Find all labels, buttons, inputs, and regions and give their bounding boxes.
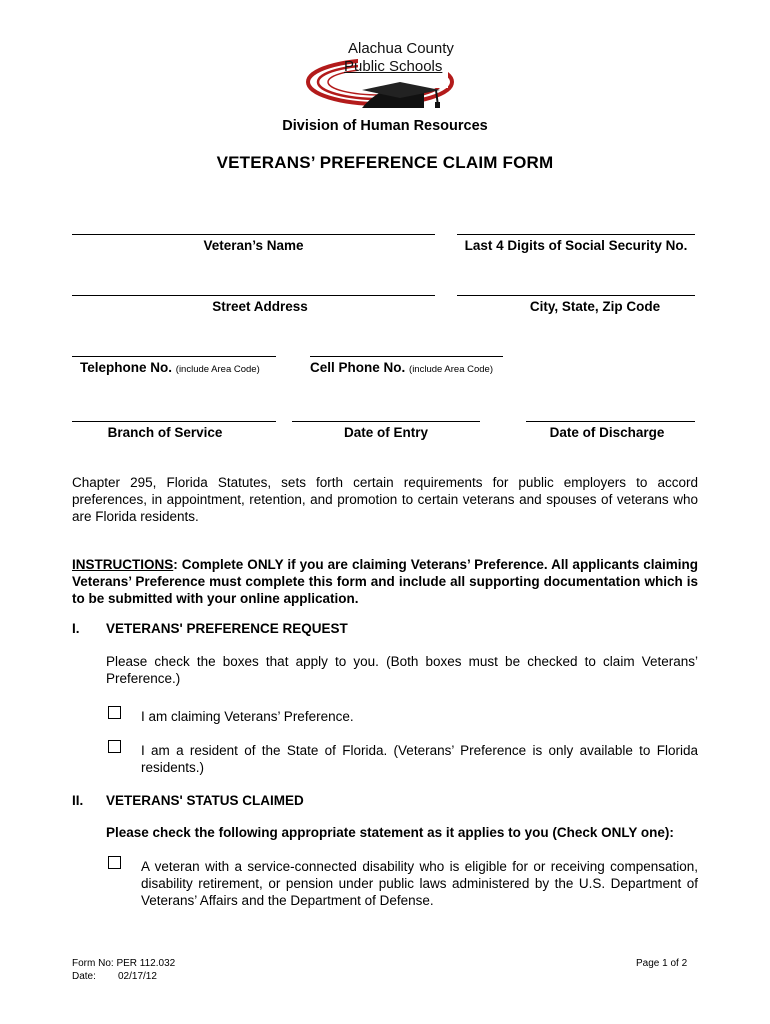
logo-line-2: Public Schools xyxy=(344,58,443,75)
telephone-note: (include Area Code) xyxy=(175,364,260,375)
veterans-name-field[interactable] xyxy=(72,234,435,235)
division-title: Division of Human Resources xyxy=(282,118,488,134)
telephone-label xyxy=(80,360,260,375)
section-2-number: II. xyxy=(72,793,84,808)
street-address-field[interactable] xyxy=(72,295,435,296)
footer-form-no xyxy=(72,957,175,970)
date-entry-field[interactable] xyxy=(292,421,480,422)
city-state-zip-field[interactable] xyxy=(457,295,695,296)
claiming-preference-label: I am claiming Veterans’ Preference. xyxy=(141,709,354,724)
ssn-last4-label: Last 4 Digits of Social Security No. xyxy=(464,238,688,253)
footer-form-info xyxy=(72,957,175,983)
service-connected-disability-label: A veteran with a service-connected disability who is eligible for or receiving compensation, disability retirement, or pension under public laws administered by the U.S. Department of Veterans’ Affairs and the Department of Defense. xyxy=(141,859,698,908)
date-discharge-label: Date of Discharge xyxy=(549,425,665,440)
page-number: Page 1 of 2 xyxy=(636,958,688,969)
instructions-block xyxy=(72,556,698,607)
ssn-last4-field[interactable] xyxy=(457,234,695,235)
section-1-prompt: Please check the boxes that apply to you. (Both boxes must be checked to claim Veterans’ Preference.) xyxy=(106,654,698,686)
logo-line-1: Alachua County xyxy=(348,40,454,57)
section-2-prompt: Please check the following appropriate statement as it applies to you (Check ONLY one): xyxy=(106,825,674,840)
cell-phone-note: (include Area Code) xyxy=(409,364,493,375)
footer-form-no-label: Form No: xyxy=(72,958,114,969)
cell-phone-label-text: Cell Phone No. xyxy=(310,360,406,375)
section-2-title: VETERANS' STATUS CLAIMED xyxy=(106,793,304,808)
claiming-preference-checkbox[interactable] xyxy=(108,706,121,719)
service-connected-disability-checkbox[interactable] xyxy=(108,856,121,869)
street-address-label: Street Address xyxy=(212,299,308,314)
telephone-label-text: Telephone No. xyxy=(80,360,173,375)
florida-resident-label: I am a resident of the State of Florida. (Veterans’ Preference is only available to Florida residents.) xyxy=(141,743,698,775)
cell-phone-field[interactable] xyxy=(310,356,503,357)
date-discharge-field[interactable] xyxy=(526,421,695,422)
footer-form-no-value: PER 112.032 xyxy=(116,958,176,969)
branch-label: Branch of Service xyxy=(107,425,223,440)
city-state-zip-label: City, State, Zip Code xyxy=(529,299,661,314)
footer-date-label: Date: xyxy=(72,971,96,982)
intro-paragraph: Chapter 295, Florida Statutes, sets forth certain requirements for public employers to accord preferences, in appointment, retention, and promotion to certain veterans and spouses of veterans who are Florida residents. xyxy=(72,475,698,524)
florida-resident-checkbox[interactable] xyxy=(108,740,121,753)
footer-date xyxy=(72,970,175,983)
veterans-name-label: Veteran’s Name xyxy=(203,238,304,253)
branch-field[interactable] xyxy=(72,421,276,422)
school-logo xyxy=(300,38,470,112)
form-title: VETERANS’ PREFERENCE CLAIM FORM xyxy=(216,153,554,172)
section-1-title: VETERANS' PREFERENCE REQUEST xyxy=(106,621,348,636)
cell-phone-label xyxy=(310,360,493,375)
telephone-field[interactable] xyxy=(72,356,276,357)
instructions-text: : Complete ONLY if you are claiming Veterans’ Preference. All applicants claiming Veterans’ Preference must complete this form and include all supporting documentation which is to be submitted with your online application. xyxy=(72,557,698,606)
instructions-heading: INSTRUCTIONS xyxy=(72,557,174,572)
date-entry-label: Date of Entry xyxy=(343,425,428,440)
section-1-number: I. xyxy=(72,621,80,636)
footer-date-value: 02/17/12 xyxy=(118,971,157,982)
